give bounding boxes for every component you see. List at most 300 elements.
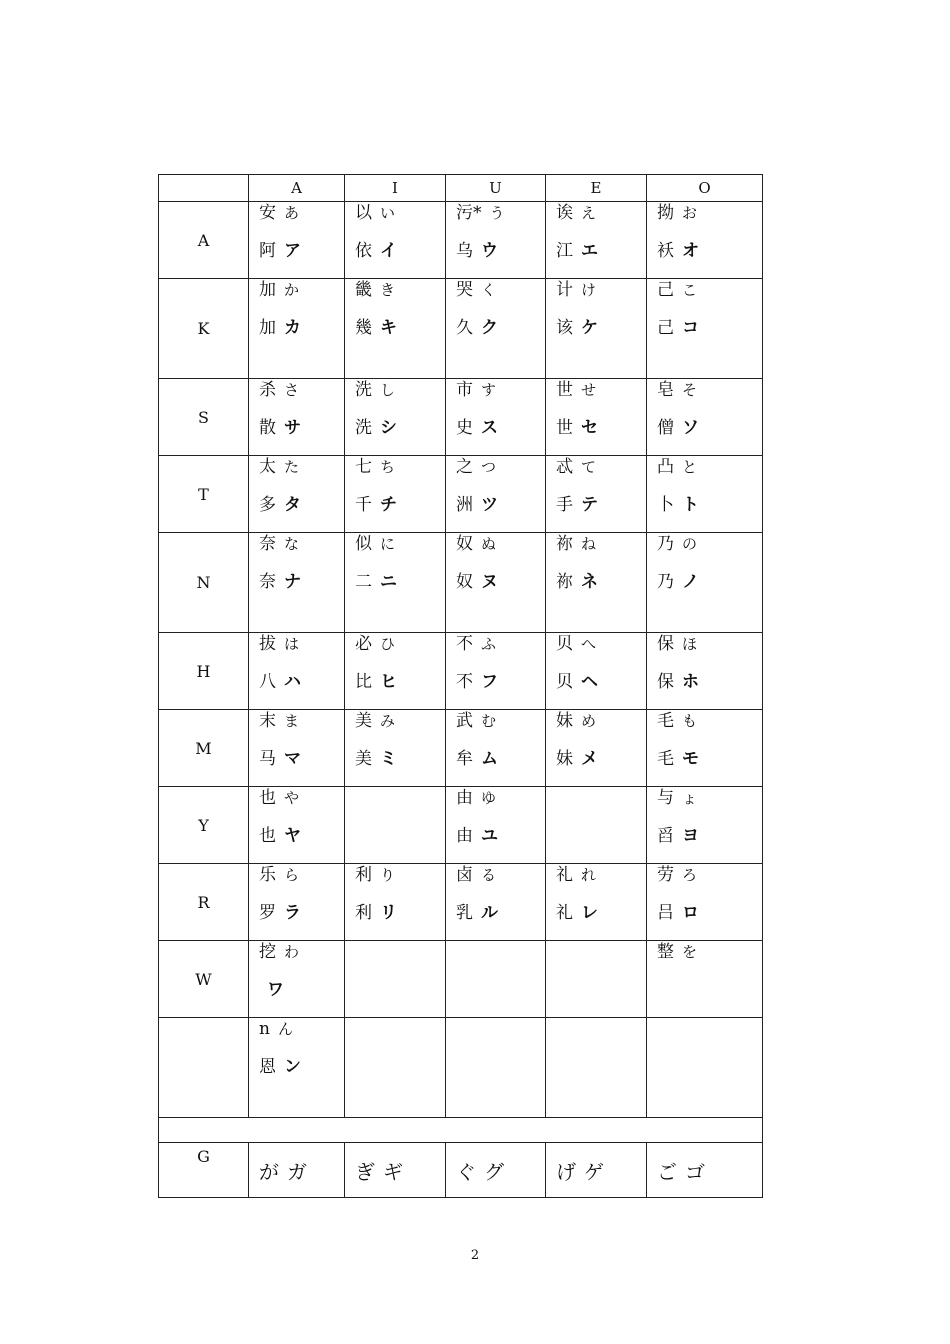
hiragana-line bbox=[259, 710, 344, 748]
source-character: 不 bbox=[456, 634, 473, 654]
katakana-line bbox=[259, 417, 344, 455]
hiragana-char: し bbox=[380, 381, 396, 399]
row-label: A bbox=[159, 202, 249, 279]
katakana-line bbox=[657, 494, 762, 532]
hiragana-line bbox=[355, 533, 445, 571]
kana-cell bbox=[446, 1018, 546, 1118]
kana-cell bbox=[345, 379, 446, 456]
kana-cell bbox=[345, 533, 446, 633]
katakana-char: カ bbox=[284, 318, 301, 338]
hiragana-char: わ bbox=[284, 943, 300, 961]
table-row bbox=[159, 864, 763, 941]
hiragana-line bbox=[556, 787, 646, 825]
kana-cell bbox=[446, 379, 546, 456]
row-label: Y bbox=[159, 787, 249, 864]
source-character: 洗 bbox=[355, 380, 372, 400]
hiragana-char: あ bbox=[284, 204, 300, 222]
kana-cell bbox=[345, 633, 446, 710]
kana-cell bbox=[446, 941, 546, 1018]
source-character: 也 bbox=[259, 826, 276, 846]
katakana-char: オ bbox=[682, 241, 699, 261]
katakana-char: ヒ bbox=[380, 672, 397, 692]
source-character: 罗 bbox=[259, 903, 276, 923]
hiragana-char: を bbox=[682, 943, 698, 961]
hiragana-line bbox=[355, 456, 445, 494]
katakana-char: ミ bbox=[380, 749, 397, 769]
katakana-line bbox=[355, 748, 445, 786]
katakana-line bbox=[456, 417, 545, 455]
hiragana-line bbox=[355, 864, 445, 902]
source-character: 保 bbox=[657, 634, 674, 654]
source-character: 保 bbox=[657, 672, 674, 692]
hiragana-char: く bbox=[481, 281, 497, 299]
kana-cell bbox=[345, 787, 446, 864]
source-character: 污* bbox=[456, 203, 482, 223]
hiragana-line bbox=[355, 633, 445, 671]
katakana-char: ソ bbox=[682, 418, 699, 438]
source-character: 僧 bbox=[657, 418, 674, 438]
hiragana-line bbox=[259, 633, 344, 671]
kana-cell bbox=[647, 456, 763, 533]
katakana-char: レ bbox=[581, 903, 598, 923]
katakana-char: ネ bbox=[581, 572, 598, 592]
source-character: 洲 bbox=[456, 495, 473, 515]
hiragana-char: す bbox=[481, 381, 497, 399]
source-character: 皂 bbox=[657, 380, 674, 400]
katakana-line bbox=[355, 240, 445, 278]
hiragana-line bbox=[657, 864, 762, 902]
katakana-char: マ bbox=[284, 749, 301, 769]
row-label: K bbox=[159, 279, 249, 379]
source-character: 似 bbox=[355, 534, 372, 554]
kana-cell bbox=[345, 864, 446, 941]
katakana-char: シ bbox=[380, 418, 397, 438]
hiragana-char: つ bbox=[481, 458, 497, 476]
source-character: 武 bbox=[456, 711, 473, 731]
katakana-line bbox=[657, 571, 762, 609]
source-character: 卜 bbox=[657, 495, 674, 515]
hiragana-char: ひ bbox=[380, 635, 396, 653]
hiragana-char: ぐ bbox=[456, 1159, 476, 1184]
hiragana-line bbox=[657, 710, 762, 748]
table-row bbox=[159, 456, 763, 533]
source-character: 己 bbox=[657, 280, 674, 300]
katakana-line bbox=[355, 571, 445, 609]
source-character: 利 bbox=[355, 865, 372, 885]
hiragana-char: い bbox=[380, 204, 396, 222]
katakana-char: メ bbox=[581, 749, 598, 769]
source-character: 市 bbox=[456, 380, 473, 400]
table-row bbox=[159, 1018, 763, 1118]
katakana-char: モ bbox=[682, 749, 699, 769]
source-character: 美 bbox=[355, 711, 372, 731]
katakana-line bbox=[355, 902, 445, 940]
hiragana-char: ほ bbox=[682, 635, 698, 653]
source-character: 多 bbox=[259, 495, 276, 515]
source-character: 乳 bbox=[456, 903, 473, 923]
kana-cell bbox=[546, 633, 647, 710]
source-character: 奴 bbox=[456, 534, 473, 554]
katakana-char: セ bbox=[581, 418, 598, 438]
katakana-char: イ bbox=[380, 241, 397, 261]
source-character: 史 bbox=[456, 418, 473, 438]
hiragana-char: が bbox=[259, 1159, 279, 1184]
source-character: 妹 bbox=[556, 711, 573, 731]
source-character: 乃 bbox=[657, 572, 674, 592]
katakana-char: リ bbox=[380, 903, 397, 923]
kana-cell bbox=[647, 787, 763, 864]
dakuten-cell bbox=[647, 1143, 763, 1198]
source-character: 恩 bbox=[259, 1057, 276, 1077]
source-character: 诶 bbox=[556, 203, 573, 223]
katakana-char: ホ bbox=[682, 672, 699, 692]
source-character: 吕 bbox=[657, 903, 674, 923]
hiragana-line bbox=[456, 456, 545, 494]
source-character: 奈 bbox=[259, 572, 276, 592]
kana-cell bbox=[446, 787, 546, 864]
kana-cell bbox=[647, 941, 763, 1018]
katakana-line bbox=[259, 979, 344, 1017]
katakana-line bbox=[556, 417, 646, 455]
hiragana-line bbox=[355, 279, 445, 317]
katakana-line bbox=[456, 317, 545, 355]
source-character: 加 bbox=[259, 280, 276, 300]
hiragana-line bbox=[355, 710, 445, 748]
katakana-line bbox=[556, 1056, 646, 1094]
hiragana-line bbox=[556, 1018, 646, 1056]
separator-row bbox=[159, 1118, 763, 1143]
source-character: 世 bbox=[556, 418, 573, 438]
hiragana-char: ら bbox=[284, 866, 300, 884]
hiragana-char: の bbox=[682, 535, 698, 553]
source-character: 千 bbox=[355, 495, 372, 515]
katakana-line bbox=[456, 671, 545, 709]
katakana-line bbox=[355, 417, 445, 455]
kana-cell bbox=[647, 533, 763, 633]
source-character: 舀 bbox=[657, 826, 674, 846]
kana-cell bbox=[647, 1018, 763, 1118]
katakana-char: ヌ bbox=[481, 572, 498, 592]
hiragana-char: め bbox=[581, 712, 597, 730]
hiragana-char: た bbox=[284, 458, 300, 476]
hiragana-char: み bbox=[380, 712, 396, 730]
hiragana-line bbox=[657, 633, 762, 671]
katakana-line bbox=[657, 748, 762, 786]
kana-cell bbox=[345, 202, 446, 279]
hiragana-char: ふ bbox=[481, 635, 497, 653]
row-label: S bbox=[159, 379, 249, 456]
katakana-line bbox=[556, 571, 646, 609]
katakana-char: ニ bbox=[380, 572, 397, 592]
katakana-line bbox=[259, 317, 344, 355]
source-character: 由 bbox=[456, 826, 473, 846]
katakana-char: キ bbox=[380, 318, 397, 338]
hiragana-char: お bbox=[682, 204, 698, 222]
kana-cell bbox=[249, 941, 345, 1018]
katakana-line bbox=[657, 1056, 762, 1094]
katakana-line bbox=[355, 671, 445, 709]
kana-cell bbox=[345, 279, 446, 379]
katakana-char: ヤ bbox=[284, 826, 301, 846]
hiragana-line bbox=[456, 279, 545, 317]
source-character: 之 bbox=[456, 457, 473, 477]
source-character: 哭 bbox=[456, 280, 473, 300]
katakana-char: チ bbox=[380, 495, 397, 515]
katakana-line bbox=[456, 1056, 545, 1094]
hiragana-line bbox=[355, 202, 445, 240]
source-character: 拗 bbox=[657, 203, 674, 223]
katakana-line bbox=[259, 902, 344, 940]
hiragana-char: ね bbox=[581, 535, 597, 553]
hiragana-char: ぎ bbox=[355, 1159, 375, 1184]
katakana-char: ヨ bbox=[682, 826, 699, 846]
source-character: 忒 bbox=[556, 457, 573, 477]
katakana-char: ワ bbox=[267, 980, 284, 1000]
hiragana-line bbox=[259, 379, 344, 417]
source-character: 二 bbox=[355, 572, 372, 592]
dakuten-cell bbox=[345, 1143, 446, 1198]
katakana-char: ロ bbox=[682, 903, 699, 923]
katakana-char: ナ bbox=[284, 572, 301, 592]
source-character: 奈 bbox=[259, 534, 276, 554]
katakana-line bbox=[355, 1056, 445, 1094]
katakana-line bbox=[456, 979, 545, 1017]
hiragana-line bbox=[259, 1018, 344, 1056]
katakana-char: ム bbox=[481, 749, 498, 769]
katakana-line bbox=[456, 825, 545, 863]
source-character: 洗 bbox=[355, 418, 372, 438]
katakana-char: グ bbox=[484, 1159, 504, 1184]
katakana-char: ユ bbox=[481, 826, 498, 846]
source-character: 己 bbox=[657, 318, 674, 338]
source-character: 也 bbox=[259, 788, 276, 808]
source-character: 贝 bbox=[556, 634, 573, 654]
hiragana-char: ご bbox=[657, 1159, 677, 1184]
source-character: 祢 bbox=[556, 534, 573, 554]
katakana-line bbox=[657, 825, 762, 863]
katakana-char: コ bbox=[682, 318, 699, 338]
hiragana-line bbox=[657, 456, 762, 494]
kana-cell bbox=[249, 202, 345, 279]
katakana-line bbox=[456, 902, 545, 940]
katakana-line bbox=[556, 902, 646, 940]
katakana-line bbox=[657, 979, 762, 1017]
source-character: 安 bbox=[259, 203, 276, 223]
hiragana-char: と bbox=[682, 458, 698, 476]
hiragana-line bbox=[259, 202, 344, 240]
hiragana-char: ち bbox=[380, 458, 396, 476]
kana-cell bbox=[446, 533, 546, 633]
hiragana-line bbox=[556, 941, 646, 979]
kana-cell bbox=[446, 279, 546, 379]
source-character: 拔 bbox=[259, 634, 276, 654]
hiragana-line bbox=[456, 787, 545, 825]
hiragana-line bbox=[456, 533, 545, 571]
katakana-line bbox=[556, 748, 646, 786]
hiragana-char: う bbox=[489, 204, 505, 222]
kana-cell bbox=[546, 941, 647, 1018]
dakuten-cell bbox=[446, 1143, 546, 1198]
katakana-line bbox=[657, 671, 762, 709]
source-character: 凸 bbox=[657, 457, 674, 477]
hiragana-char: ろ bbox=[682, 866, 698, 884]
katakana-line bbox=[657, 902, 762, 940]
hiragana-char: ん bbox=[277, 1020, 293, 1038]
katakana-line bbox=[556, 671, 646, 709]
kana-cell bbox=[249, 456, 345, 533]
kana-cell bbox=[446, 202, 546, 279]
katakana-char: ケ bbox=[581, 318, 598, 338]
source-character: 礼 bbox=[556, 903, 573, 923]
source-character: 美 bbox=[355, 749, 372, 769]
hiragana-line bbox=[556, 864, 646, 902]
hiragana-line bbox=[259, 787, 344, 825]
source-character: 由 bbox=[456, 788, 473, 808]
katakana-char: エ bbox=[581, 241, 598, 261]
source-character: 八 bbox=[259, 672, 276, 692]
kana-cell bbox=[546, 279, 647, 379]
header-a: A bbox=[249, 175, 345, 202]
hiragana-line bbox=[556, 633, 646, 671]
katakana-line bbox=[355, 494, 445, 532]
kana-cell bbox=[345, 1018, 446, 1118]
kana-cell bbox=[249, 1018, 345, 1118]
kana-cell bbox=[249, 379, 345, 456]
katakana-line bbox=[556, 825, 646, 863]
katakana-line bbox=[259, 571, 344, 609]
kana-cell bbox=[546, 787, 647, 864]
katakana-line bbox=[456, 240, 545, 278]
hiragana-char: る bbox=[481, 866, 497, 884]
katakana-line bbox=[259, 748, 344, 786]
kana-cell bbox=[647, 279, 763, 379]
katakana-char: サ bbox=[284, 418, 301, 438]
source-character: 乐 bbox=[259, 865, 276, 885]
hiragana-char: む bbox=[481, 712, 497, 730]
hiragana-char: に bbox=[380, 535, 396, 553]
row-label: H bbox=[159, 633, 249, 710]
table-row bbox=[159, 710, 763, 787]
hiragana-char: ぬ bbox=[481, 535, 497, 553]
source-character: 以 bbox=[355, 203, 372, 223]
source-character: 手 bbox=[556, 495, 573, 515]
katakana-char: フ bbox=[481, 672, 498, 692]
hiragana-char: え bbox=[581, 204, 597, 222]
row-label: N bbox=[159, 533, 249, 633]
source-character: 袄 bbox=[657, 241, 674, 261]
source-character: 与 bbox=[657, 788, 674, 808]
katakana-char: ト bbox=[682, 495, 699, 515]
source-character: 乌 bbox=[456, 241, 473, 261]
hiragana-line bbox=[556, 456, 646, 494]
source-character: 奴 bbox=[456, 572, 473, 592]
source-character: 卤 bbox=[456, 865, 473, 885]
source-character: 杀 bbox=[259, 380, 276, 400]
source-character: 毛 bbox=[657, 749, 674, 769]
katakana-line bbox=[456, 571, 545, 609]
source-character: 计 bbox=[556, 280, 573, 300]
katakana-char: ク bbox=[481, 318, 498, 338]
kana-cell bbox=[647, 202, 763, 279]
hiragana-line bbox=[556, 710, 646, 748]
katakana-char: テ bbox=[581, 495, 598, 515]
katakana-line bbox=[456, 748, 545, 786]
kana-cell bbox=[546, 456, 647, 533]
source-character: 幾 bbox=[355, 318, 372, 338]
table-row bbox=[159, 202, 763, 279]
header-row bbox=[159, 175, 763, 202]
katakana-line bbox=[259, 671, 344, 709]
hiragana-char: か bbox=[284, 281, 300, 299]
katakana-line bbox=[259, 494, 344, 532]
hiragana-char: げ bbox=[556, 1159, 576, 1184]
kana-cell bbox=[647, 379, 763, 456]
kana-cell bbox=[345, 456, 446, 533]
kana-cell bbox=[249, 710, 345, 787]
row-label: G bbox=[159, 1143, 249, 1198]
hiragana-line bbox=[657, 1018, 762, 1056]
katakana-line bbox=[355, 979, 445, 1017]
kana-cell bbox=[446, 864, 546, 941]
kana-cell bbox=[249, 279, 345, 379]
dakuten-cell bbox=[546, 1143, 647, 1198]
katakana-line bbox=[355, 317, 445, 355]
hiragana-line bbox=[456, 633, 545, 671]
hiragana-line bbox=[259, 864, 344, 902]
kana-cell bbox=[647, 864, 763, 941]
table-row bbox=[159, 941, 763, 1018]
source-character: 畿 bbox=[355, 280, 372, 300]
hiragana-line bbox=[259, 279, 344, 317]
hiragana-line bbox=[657, 787, 762, 825]
source-character: 不 bbox=[456, 672, 473, 692]
hiragana-char: も bbox=[682, 712, 698, 730]
hiragana-char: き bbox=[380, 281, 396, 299]
katakana-char: ヘ bbox=[581, 672, 598, 692]
katakana-char: ス bbox=[481, 418, 498, 438]
katakana-line bbox=[456, 494, 545, 532]
kana-cell bbox=[546, 710, 647, 787]
kana-cell bbox=[345, 941, 446, 1018]
hiragana-char: け bbox=[581, 281, 597, 299]
katakana-char: ギ bbox=[383, 1159, 403, 1184]
hiragana-line bbox=[657, 533, 762, 571]
katakana-char: ガ bbox=[287, 1159, 307, 1184]
row-label bbox=[159, 1018, 249, 1118]
hiragana-line bbox=[355, 941, 445, 979]
source-character: 贝 bbox=[556, 672, 573, 692]
katakana-line bbox=[556, 979, 646, 1017]
hiragana-line bbox=[355, 1018, 445, 1056]
source-character: 礼 bbox=[556, 865, 573, 885]
hiragana-line bbox=[456, 864, 545, 902]
kana-cell bbox=[647, 710, 763, 787]
hiragana-char: ゆ bbox=[481, 789, 497, 807]
source-character: 整 bbox=[657, 942, 674, 962]
source-character: 世 bbox=[556, 380, 573, 400]
kana-cell bbox=[446, 710, 546, 787]
katakana-line bbox=[355, 825, 445, 863]
header-u: U bbox=[446, 175, 546, 202]
source-character: 劳 bbox=[657, 865, 674, 885]
hiragana-line bbox=[456, 379, 545, 417]
hiragana-line bbox=[355, 379, 445, 417]
hiragana-line bbox=[556, 202, 646, 240]
source-character: 祢 bbox=[556, 572, 573, 592]
katakana-line bbox=[556, 317, 646, 355]
hiragana-char: れ bbox=[581, 866, 597, 884]
row-label: T bbox=[159, 456, 249, 533]
